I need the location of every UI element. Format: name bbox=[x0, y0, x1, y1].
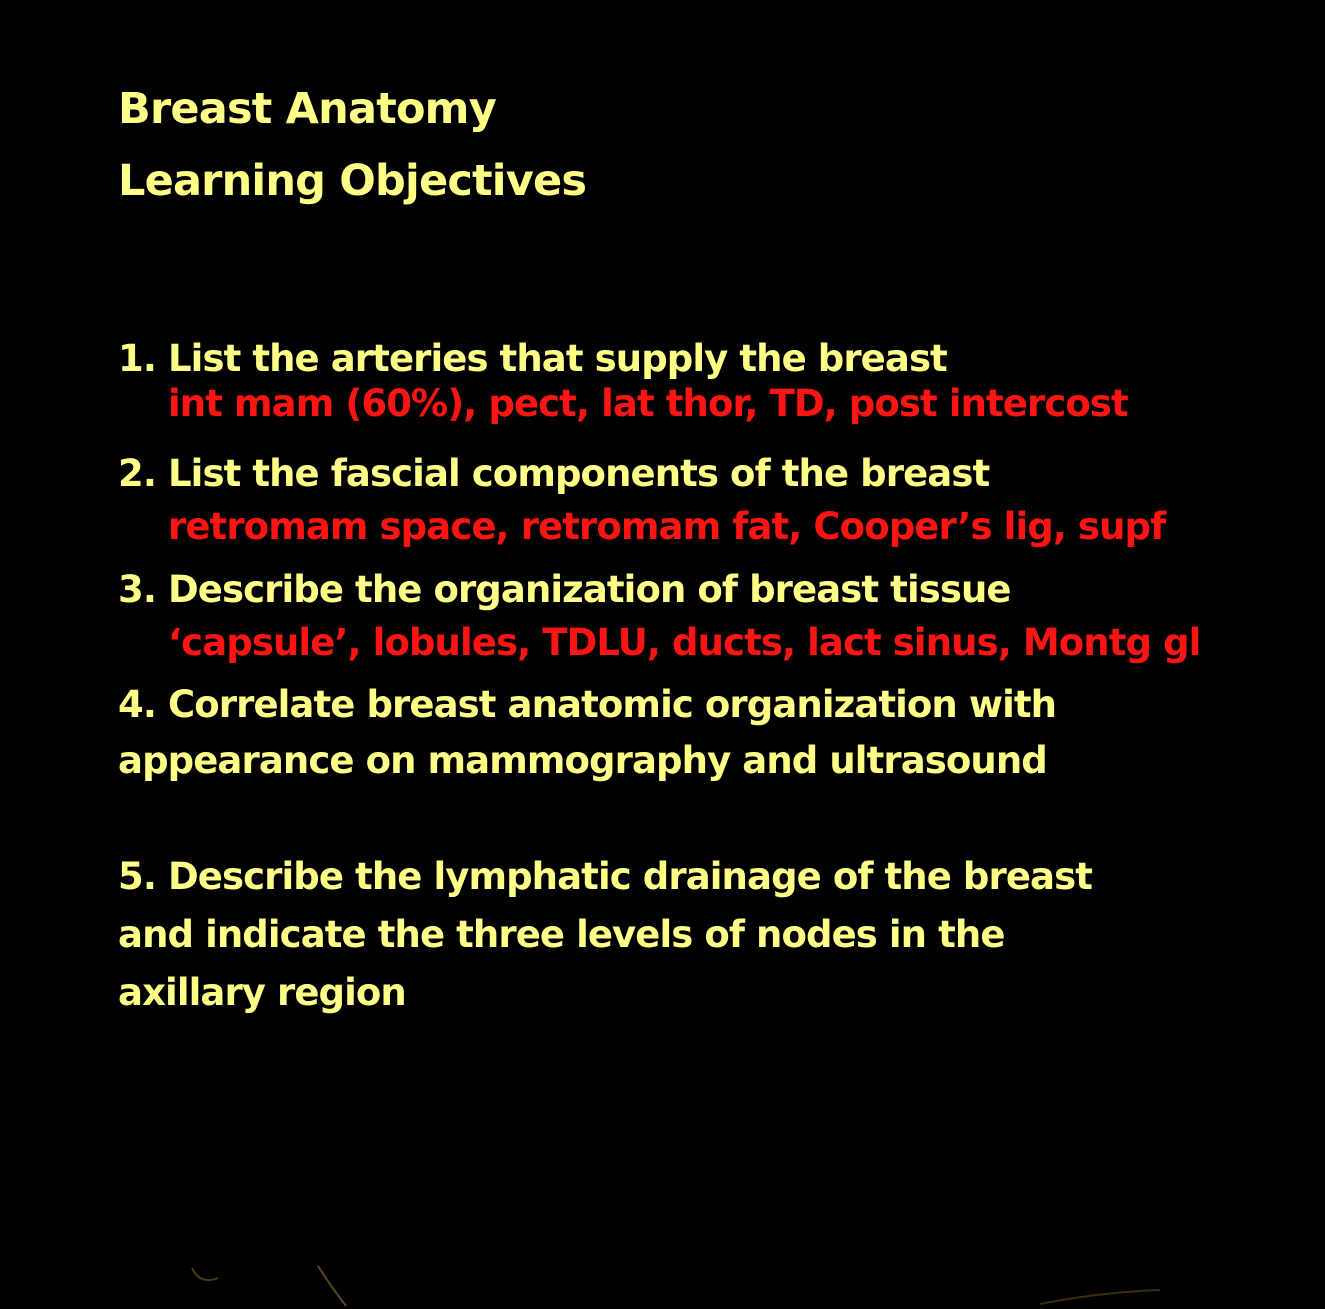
slide-title-line-2: Learning Objectives bbox=[118, 156, 587, 206]
objective-1-answer: int mam (60%), pect, lat thor, TD, post intercost bbox=[168, 382, 1128, 425]
objective-3-text: 3. Describe the organization of breast tissue bbox=[118, 568, 1011, 611]
objective-5-text-line-3: axillary region bbox=[118, 971, 406, 1014]
objective-3-answer: ‘capsule’, lobules, TDLU, ducts, lact sinus, Montg gl bbox=[168, 621, 1201, 664]
objective-5-text-line-1: 5. Describe the lymphatic drainage of the breast bbox=[118, 855, 1093, 898]
objective-5-text-line-2: and indicate the three levels of nodes in the bbox=[118, 913, 1005, 956]
slide-title-line-1: Breast Anatomy bbox=[118, 84, 496, 134]
objective-4-text-line-1: 4. Correlate breast anatomic organization with bbox=[118, 683, 1057, 726]
objective-2-answer: retromam space, retromam fat, Cooper’s lig, supf bbox=[168, 505, 1166, 548]
objective-4-text-line-2: appearance on mammography and ultrasound bbox=[118, 739, 1047, 782]
objective-2-text: 2. List the fascial components of the breast bbox=[118, 452, 990, 495]
objective-1-text: 1. List the arteries that supply the breast bbox=[118, 337, 947, 380]
